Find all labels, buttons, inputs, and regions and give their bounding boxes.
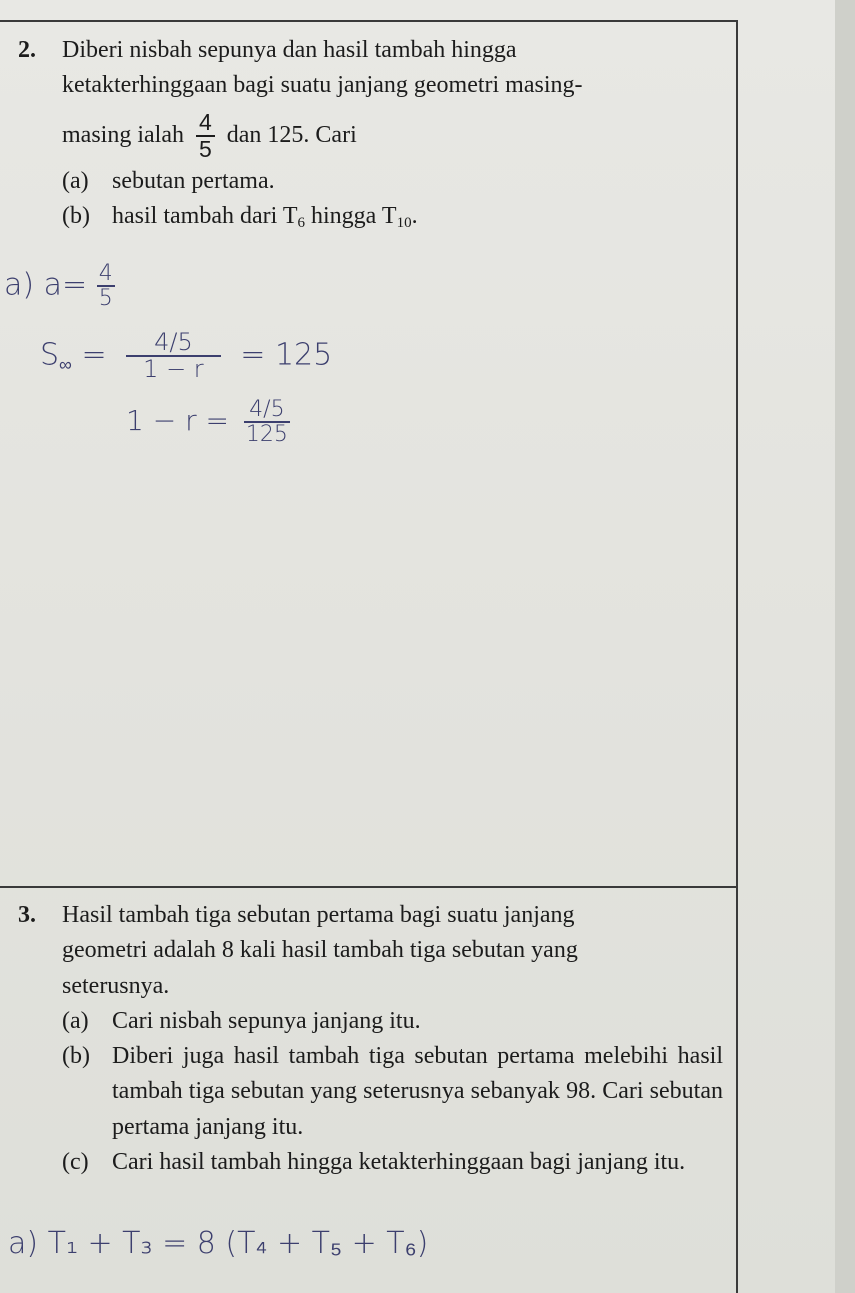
handwriting-line-1: a) a= $\frac{4}{5}$: [4, 261, 113, 312]
right-border: [736, 20, 738, 1293]
question-2-line-2: ketakterhinggaan bagi suatu janjang geometri masing-: [62, 72, 583, 99]
question-2-line-3: masing ialah $\frac{4}{5}$ dan 125. Cari: [62, 108, 357, 162]
top-border: [0, 20, 738, 22]
question-3-line-1: 3. Hasil tambah tiga sebutan pertama bagi suatu janjang: [18, 898, 723, 933]
question-3-line-2: geometri adalah 8 kali hasil tambah tiga sebutan yang: [62, 937, 578, 964]
handwriting-line-2: $S_\infty$ = $\frac{4/5}{1 - r}$ = 125: [40, 328, 333, 384]
question-2-number: 2.: [18, 37, 36, 63]
question-3-part-b: (b) Diberi juga hasil tambah tiga sebutan pertama melebihi hasil tambah tiga sebutan yang seterusnya sebanyak 98. Cari sebutan pertama janjang itu.: [62, 1043, 723, 1140]
fraction-four-fifths: $\frac{4}{5}$: [196, 110, 215, 163]
handwriting-line-3: 1 − r = $\frac{4/5}{125}$: [126, 397, 288, 448]
question-3: [18, 898, 723, 1180]
question-2-part-b: (b) hasil tambah dari $T_6$ hingga $T_{10}$.: [62, 203, 418, 232]
question-2-part-a: (a) sebutan pertama.: [62, 168, 275, 195]
question-3-line-3: seterusnya.: [62, 972, 170, 999]
question-3-number: 3.: [18, 902, 36, 928]
question-2: [18, 33, 723, 235]
question-3-part-a: (a) Cari nisbah sepunya janjang itu.: [62, 1007, 421, 1034]
question-3-part-c: (c) Cari hasil tambah hingga ketakterhinggaan bagi janjang itu.: [62, 1148, 686, 1175]
question-2-line-1: 2. Diberi nisbah sepunya dan hasil tambah hingga: [18, 33, 723, 68]
handwriting-line-4: a) T₁ + T₃ = 8 (T₄ + T₅ + T₆): [8, 1226, 429, 1261]
section-divider: [0, 886, 738, 888]
page-edge: [835, 0, 855, 1293]
